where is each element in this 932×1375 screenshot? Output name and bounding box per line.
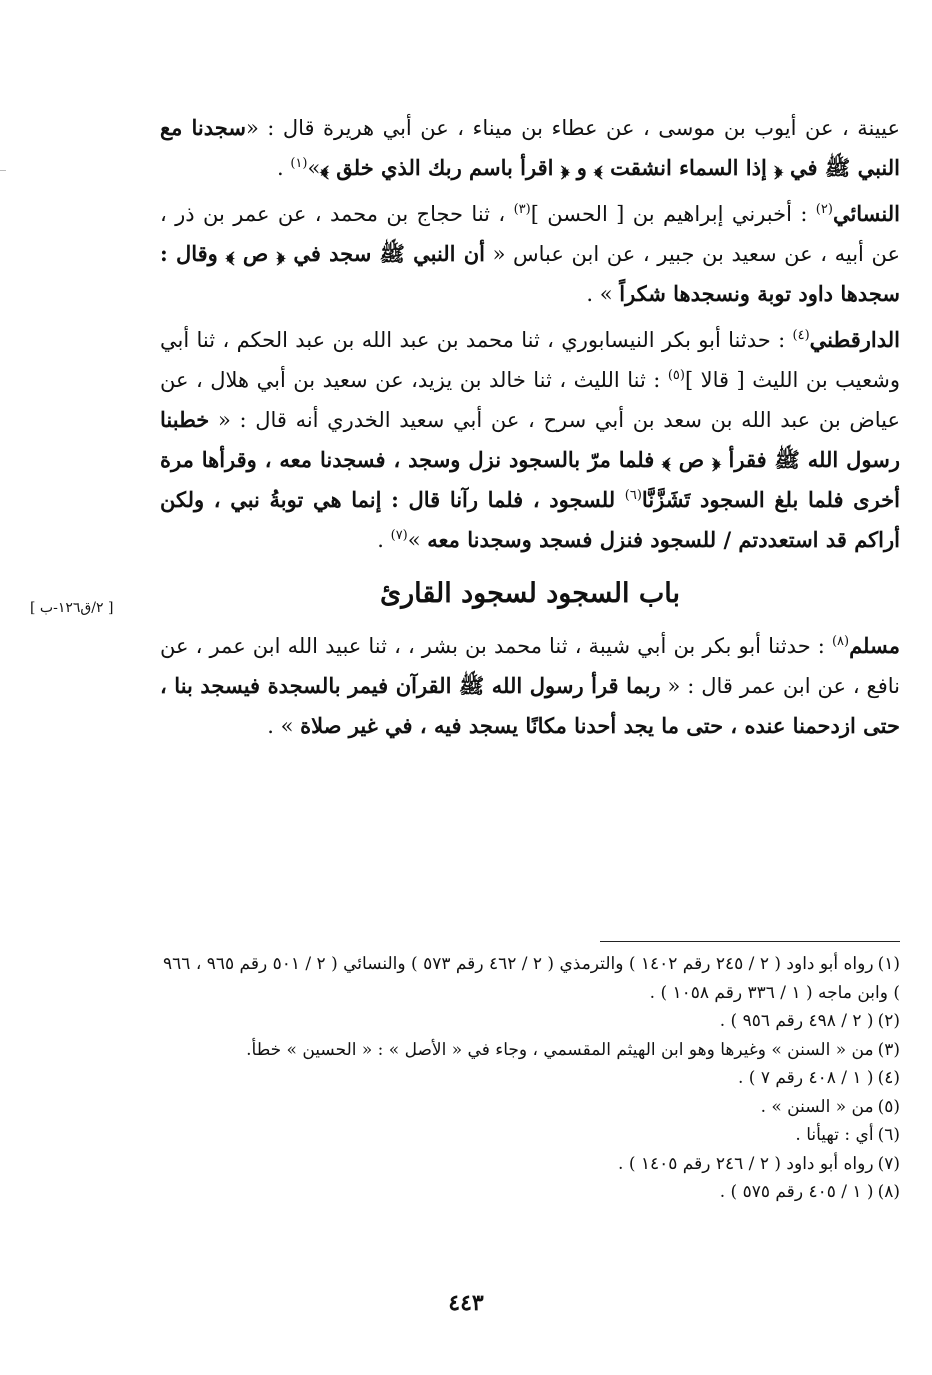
paragraph-3-quote-close: » <box>407 528 428 552</box>
footnote-number: (٤) <box>877 1068 900 1088</box>
footnote-text: ( ١ / ٤٠٥ رقم ٥٧٥ ) . <box>719 1182 874 1202</box>
footnote-item <box>160 1007 900 1036</box>
paragraph-3-text-cont: : ثنا الليث ، ثنا خالد بن يزيد، عن سعيد بن أبي هلال ، عن عياض بن عبد الله بن سعد بن أبي سرح ، عن أبي سعيد الخدري أنه قال : « <box>160 368 900 432</box>
paragraph-4-text: : حدثنا أبو بكر بن أبي شيبة ، ثنا محمد بن بشر ، ، ثنا عبيد الله ابن عمر ، عن نافع ، عن ابن عمر قال : « <box>160 634 900 698</box>
paragraph-2 <box>160 194 900 314</box>
footnote-text: من « السنن » . <box>760 1096 874 1117</box>
section-heading: باب السجود لسجود القارئ <box>379 578 681 609</box>
paragraph-3 <box>160 320 900 560</box>
page-number: ٤٤٣ <box>448 1290 484 1316</box>
paragraph-3-hadith-cont: للسجود ، فلما رآنا قال : إنما هي توبةُ نبي ، ولكن أراكم قد استعددتم / للسجود فنزل فسجد وسجدنا معه <box>160 487 900 552</box>
paragraph-3-end: . <box>377 528 391 552</box>
footnotes <box>160 950 900 1207</box>
footnote-ref-3: (٣) <box>513 202 531 217</box>
footnote-item <box>160 1178 900 1207</box>
footnote-item <box>160 950 900 1007</box>
footnote-ref-2: (٢) <box>815 202 833 217</box>
paragraph-4-end: » . <box>267 714 301 738</box>
paragraph-4 <box>160 626 900 746</box>
footnote-item <box>160 1093 900 1122</box>
footnote-text: رواه أبو داود ( ٢ / ٢٤٥ رقم ١٤٠٢ ) والترمذي ( ٢ / ٤٦٢ رقم ٥٧٣ ) والنسائي ( ٢ / ٥٠١ رقم ٩٦٥ ، ٩٦٦ ) وابن ماجه ( ١ / ٣٣٦ رقم ١٠٥٨ ) . <box>163 954 900 1003</box>
footnote-text: ( ٢ / ٤٩٨ رقم ٩٥٦ ) . <box>719 1011 874 1031</box>
paragraph-1-end: . <box>276 156 291 180</box>
footnote-number: (٥) <box>877 1096 900 1117</box>
footnote-item <box>160 1036 900 1065</box>
paragraph-1 <box>160 108 900 188</box>
paragraph-2-text: : أخبرني إبراهيم بن [ الحسن ] <box>530 202 816 226</box>
footnote-number: (٢) <box>877 1011 900 1031</box>
footnote-ref-7: (٧) <box>390 528 408 543</box>
footnote-number: (١) <box>877 954 900 974</box>
footnote-text: أي : تهيأنا . <box>795 1125 874 1145</box>
paragraph-1-hadith: سجدنا مع النبي ﷺ في ﴿ إذا السماء انشقت ﴾ و ﴿ اقرأ باسم ربك الذي خلق ﴾ <box>160 115 900 180</box>
paragraph-2-hadith: أن النبي ﷺ سجد في ﴿ ص ﴾ وقال : سجدها داود توبة ونسجدها شكراً <box>160 241 900 306</box>
scan-edge-mark <box>0 170 6 171</box>
footnote-item <box>160 1064 900 1093</box>
footnote-item <box>160 1121 900 1150</box>
paragraph-3-hadith: خطبنا رسول الله ﷺ فقرأ ﴿ ص ﴾ فلما مرّ بالسجود نزل وسجد ، فسجدنا معه ، وقرأها مرة أخرى فلما بلغ السجود تَشَزَّنَّا <box>160 407 900 512</box>
footnote-ref-5: (٥) <box>667 368 685 383</box>
paragraph-3-source: الدارقطني <box>809 327 900 352</box>
paragraph-1-text: عيينة ، عن أيوب بن موسى ، عن عطاء بن ميناء ، عن أبي هريرة قال : « <box>245 116 901 140</box>
footnote-number: (٨) <box>877 1182 900 1202</box>
paragraph-2-end: » . <box>586 282 620 306</box>
paragraph-2-text-cont: ، ثنا حجاج بن محمد ، عن عمر بن ذر ، عن أبيه ، عن سعيد بن جبير ، عن ابن عباس « <box>160 202 900 266</box>
footnote-ref-8: (٨) <box>831 634 850 649</box>
paragraph-2-source: النسائي <box>832 201 900 226</box>
footnote-ref-6: (٦) <box>624 488 642 503</box>
footnote-number: (٦) <box>877 1125 900 1145</box>
paragraph-4-source: مسلم <box>849 633 900 658</box>
footnote-text: رواه أبو داود ( ٢ / ٢٤٦ رقم ١٤٠٥ ) . <box>618 1153 874 1174</box>
footnote-text: من « السنن » وغيرها وهو ابن الهيثم المقسمي ، وجاء في « الأصل » : « الحسين » خطأ. <box>246 1039 874 1060</box>
paragraph-3-text: : حدثنا أبو بكر النيسابوري ، ثنا محمد بن عبد الله بن عبد الحكم ، ثنا أبي وشعيب بن الليث [ قالا ] <box>160 328 900 392</box>
footnote-number: (٣) <box>877 1039 900 1060</box>
footnote-divider <box>600 941 900 942</box>
footnote-number: (٧) <box>877 1153 900 1174</box>
footnote-text: ( ١ / ٤٠٨ رقم ٧ ) . <box>737 1068 874 1088</box>
footnote-ref-1: (١) <box>290 156 308 171</box>
paragraph-1-quote-close: » <box>307 156 321 180</box>
paragraph-4-hadith: ربما قرأ رسول الله ﷺ القرآن فيمر بالسجدة فيسجد بنا ، حتى ازدحمنا عنده ، حتى ما يجد أحدنا مكانًا يسجد فيه ، في غير صلاة <box>160 673 900 738</box>
footnote-ref-4: (٤) <box>792 328 810 343</box>
footnote-item <box>160 1150 900 1179</box>
manuscript-folio-note: [ ٢/ق١٢٦-ب ] <box>30 600 114 616</box>
main-text <box>160 108 900 752</box>
